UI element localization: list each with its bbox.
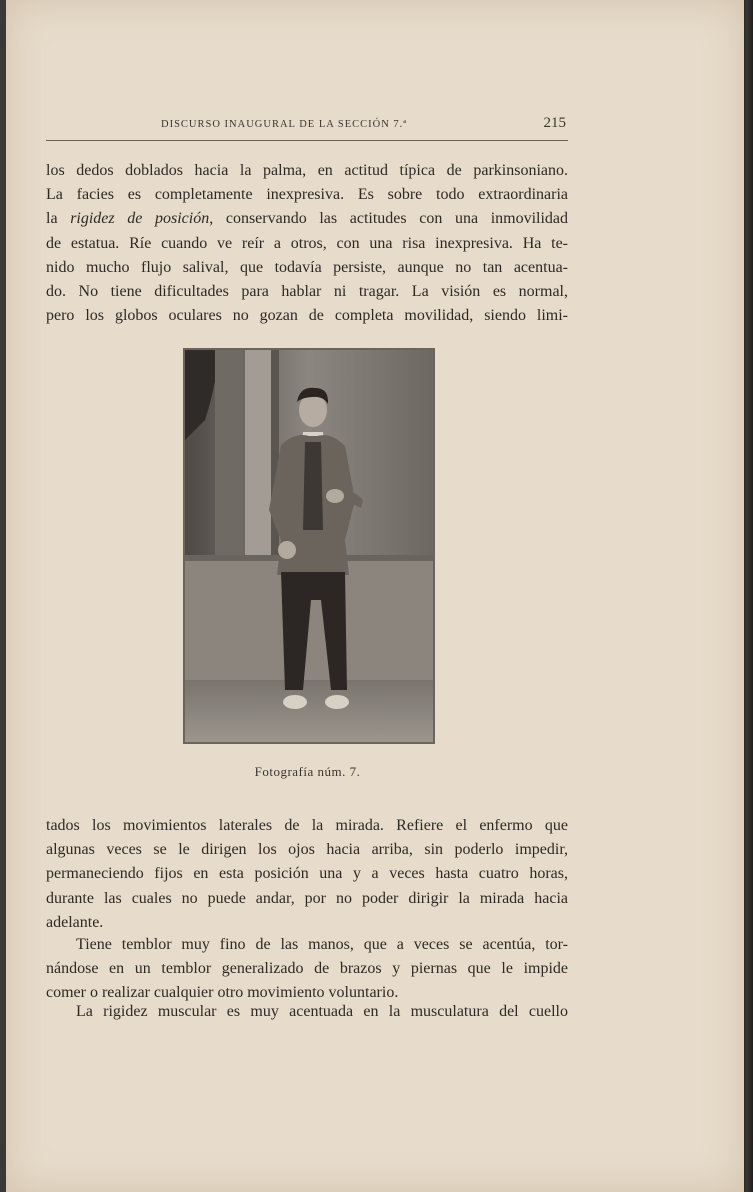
line-rest: , conservando las actitudes con una inmovilidad xyxy=(209,210,569,228)
line-prefix: la xyxy=(46,210,71,228)
text-line: algunas veces se le dirigen los ojos hacia arriba, sin poderlo impedir, xyxy=(46,841,568,859)
text-line: durante las cuales no puede andar, por no poder dirigir la mirada hacia xyxy=(46,889,568,907)
paragraph-4 xyxy=(46,1000,568,1024)
italic-term: rigidez de posición xyxy=(70,210,210,228)
text-line: adelante. xyxy=(46,913,104,931)
paragraph-1 xyxy=(46,159,568,328)
photograph-image xyxy=(185,350,433,742)
paragraph-2 xyxy=(46,814,568,935)
running-head xyxy=(161,115,566,131)
text-line: Tiene temblor muy fino de las manos, que a veces se acentúa, tor- xyxy=(76,936,568,953)
text-line: permaneciendo fijos en esta posición una y a veces hasta cuatro horas, xyxy=(46,865,568,883)
text-line: comer o realizar cualquier otro movimiento voluntario. xyxy=(46,984,399,1002)
figure-caption: Fotografía núm. 7. xyxy=(254,764,361,779)
photograph xyxy=(183,348,435,744)
floor xyxy=(185,680,433,742)
text-line: tados los movimientos laterales de la mirada. Refiere el enfermo que xyxy=(46,817,568,834)
text-line: los dedos doblados hacia la palma, en actitud típica de parkinsoniano. xyxy=(46,162,568,179)
text-line: La facies es completamente inexpresiva. Es sobre todo extraordinaria xyxy=(46,186,568,204)
header-rule xyxy=(46,140,568,141)
text-line: La rigidez muscular es muy acentuada en la musculatura del cuello xyxy=(76,1003,568,1020)
page-number: 215 xyxy=(543,115,566,131)
paragraph-3 xyxy=(46,933,568,1006)
text-line: do. No tiene dificultades para hablar ni tragar. La visión es normal, xyxy=(46,283,568,301)
text-line: nándose en un temblor generalizado de brazos y piernas que le impide xyxy=(46,960,568,978)
text-line-with-italic xyxy=(46,207,568,231)
running-head-title: DISCURSO INAUGURAL DE LA SECCIÓN 7.ª xyxy=(161,119,408,130)
text-line: nido mucho flujo salival, que todavía persiste, aunque no tan acentua- xyxy=(46,258,568,276)
text-line: de estatua. Ríe cuando ve reír a otros, con una risa inexpresiva. Ha te- xyxy=(46,234,568,252)
text-line: pero los globos oculares no gozan de completa movilidad, siendo limi- xyxy=(46,307,568,325)
page-right-edge xyxy=(744,0,753,1192)
book-page xyxy=(6,0,744,1192)
